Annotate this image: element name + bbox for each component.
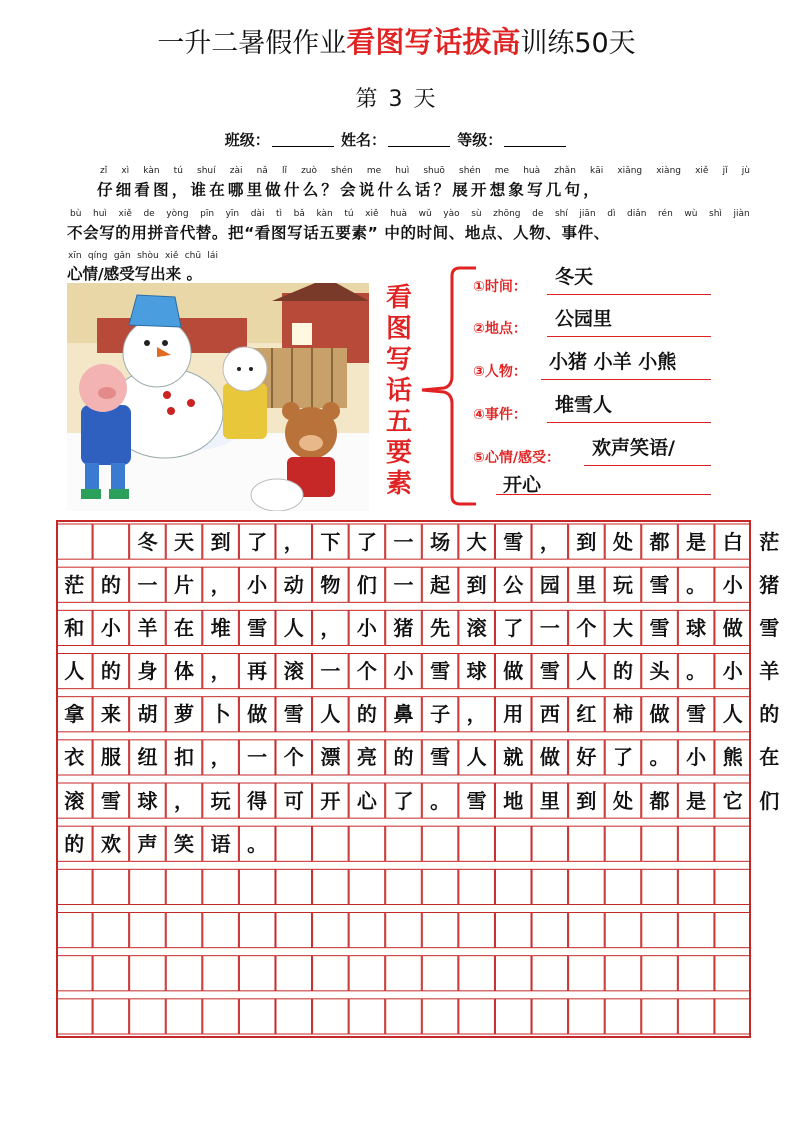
grid-character: 的 <box>100 659 121 684</box>
element-underline <box>541 379 711 380</box>
name-label: 姓名： <box>340 131 386 149</box>
grid-character: 大 <box>612 615 633 640</box>
grid-character: 到 <box>210 529 231 554</box>
grid-character: 体 <box>174 659 195 684</box>
element-label: ②地点： <box>473 321 527 337</box>
grid-character: 雪 <box>539 659 560 684</box>
element-label: ①时间： <box>473 279 527 295</box>
grid-character: 的 <box>100 572 121 597</box>
bracket-icon <box>414 264 494 514</box>
grid-character: 头 <box>649 659 670 684</box>
five-elements-title-char: 要 <box>385 438 412 468</box>
grid-character: 语 <box>210 831 231 856</box>
grid-character: 茫 <box>64 572 85 597</box>
grade-label: 等级： <box>457 131 503 149</box>
element-value-continuation[interactable]: 开心 <box>503 474 542 496</box>
pinyin-syllable: sù <box>471 209 482 219</box>
pinyin-syllable: zài <box>229 166 243 176</box>
grid-character: 。 <box>686 572 707 597</box>
grid-character: 人 <box>576 659 597 684</box>
grid-character: 是 <box>686 529 707 554</box>
pinyin-syllable: huì <box>395 166 410 176</box>
grid-character: 做 <box>722 615 743 640</box>
writing-grid-text <box>56 520 780 1038</box>
pinyin-syllable: xīn <box>68 251 82 261</box>
grid-character: 它 <box>722 788 743 813</box>
grid-character: 开 <box>320 788 341 813</box>
grid-character: 的 <box>393 745 414 770</box>
snowman-scene-icon <box>67 283 369 511</box>
grid-character: 欢 <box>100 831 121 856</box>
grid-character: 雪 <box>100 788 121 813</box>
pinyin-syllable: zuò <box>301 166 317 176</box>
pinyin-syllable: tú <box>173 166 183 176</box>
grid-character: 处 <box>612 788 633 813</box>
instruction-line-2: 不会写的用拼音代替。把“看图写话五要素” 中的时间、地点、人物、事件、 <box>67 224 610 242</box>
grid-character: 人 <box>320 702 341 727</box>
grid-character: 声 <box>137 831 158 856</box>
pinyin-syllable: xiě <box>118 209 132 219</box>
grid-character: 冬 <box>137 529 158 554</box>
pinyin-syllable: nǎ <box>256 166 268 176</box>
student-info-row <box>0 129 793 150</box>
pinyin-syllable: qíng <box>87 251 108 261</box>
class-label: 班级： <box>224 131 270 149</box>
grid-character: 个 <box>576 615 597 640</box>
pinyin-syllable: huì <box>93 209 107 219</box>
five-elements-title-char: 素 <box>385 469 412 499</box>
grid-character: 漂 <box>320 745 341 770</box>
grid-character: 到 <box>576 788 597 813</box>
pinyin-syllable: shén <box>459 166 481 176</box>
grid-character: 的 <box>759 702 780 727</box>
grid-character: 一 <box>137 572 158 597</box>
grid-character: 了 <box>356 529 377 554</box>
grid-character: 雪 <box>649 572 670 597</box>
grid-character: 是 <box>686 788 707 813</box>
grid-character: 了 <box>612 745 633 770</box>
grid-character: 的 <box>356 702 377 727</box>
pinyin-syllable: dì <box>607 209 616 219</box>
grid-character: 雪 <box>430 659 451 684</box>
grid-character: 。 <box>430 788 451 813</box>
grid-character: 人 <box>722 702 743 727</box>
grid-character: ， <box>466 702 487 727</box>
pinyin-syllable: shuí <box>197 166 216 176</box>
element-label: ③人物： <box>473 364 527 380</box>
grid-character: ， <box>539 529 560 554</box>
pinyin-syllable: zǐ <box>100 166 108 176</box>
grid-character: 。 <box>686 659 707 684</box>
pinyin-syllable: huà <box>390 209 408 219</box>
grid-character: 羊 <box>759 659 780 684</box>
grid-character: 做 <box>649 702 670 727</box>
grid-character: 物 <box>320 572 341 597</box>
grid-character: 小 <box>722 659 743 684</box>
five-elements-title-char: 看 <box>385 283 412 313</box>
pinyin-syllable: jù <box>741 166 750 176</box>
grid-character: 们 <box>759 788 780 813</box>
element-label: ⑤心情/感受： <box>473 450 560 466</box>
name-blank[interactable] <box>388 132 450 147</box>
grid-character: 玩 <box>210 788 231 813</box>
element-label: ④事件： <box>473 407 527 423</box>
grid-character: 熊 <box>722 745 743 770</box>
grid-character: 玩 <box>612 572 633 597</box>
pinyin-syllable: rén <box>658 209 673 219</box>
pinyin-syllable: shuō <box>423 166 445 176</box>
grid-character: 处 <box>612 529 633 554</box>
instruction-pinyin-line-1 <box>100 166 750 176</box>
grid-character: 们 <box>356 572 377 597</box>
grid-character: 球 <box>137 788 158 813</box>
grid-character: 到 <box>466 572 487 597</box>
instruction-pinyin-line-2 <box>70 209 750 219</box>
instruction-line-3: 心情/感受写出来 。 <box>67 265 203 283</box>
pinyin-syllable: me <box>494 166 510 176</box>
grid-character: ， <box>283 529 304 554</box>
grid-character: 鼻 <box>393 702 414 727</box>
grid-character: 了 <box>393 788 414 813</box>
title-part-3: 训练50天 <box>520 28 636 59</box>
class-blank[interactable] <box>272 132 334 147</box>
pinyin-syllable: me <box>366 166 382 176</box>
pinyin-syllable: pīn <box>200 209 215 219</box>
grid-character: 地 <box>503 788 524 813</box>
grid-character: 个 <box>283 745 304 770</box>
grid-character: 雪 <box>466 788 487 813</box>
pinyin-syllable: yào <box>443 209 460 219</box>
grid-character: 子 <box>430 702 451 727</box>
grid-character: 都 <box>649 529 670 554</box>
grid-character: 萝 <box>174 702 195 727</box>
grid-character: 茫 <box>759 529 780 554</box>
pinyin-syllable: xiě <box>365 209 379 219</box>
grid-character: 大 <box>466 529 487 554</box>
grid-character: 雪 <box>649 615 670 640</box>
pinyin-syllable: zhǎn <box>554 166 576 176</box>
grid-character: ， <box>174 788 195 813</box>
pinyin-syllable: de <box>143 209 155 219</box>
grid-character: 亮 <box>356 745 377 770</box>
grade-blank[interactable] <box>504 132 566 147</box>
grid-character: 好 <box>576 745 597 770</box>
grid-character: 先 <box>430 615 451 640</box>
grid-character: 下 <box>320 529 341 554</box>
instruction-line-1: 仔细看图，谁在哪里做什么？会说什么话？展开想象写几句， <box>97 181 602 199</box>
grid-character: 心 <box>356 788 377 813</box>
grid-character: 衣 <box>64 745 85 770</box>
pinyin-syllable: xì <box>121 166 130 176</box>
pinyin-syllable: jiàn <box>733 209 750 219</box>
pinyin-syllable: yòng <box>166 209 189 219</box>
element-value[interactable]: 冬天 <box>555 266 594 288</box>
grid-character: 羊 <box>137 615 158 640</box>
grid-character: 雪 <box>686 702 707 727</box>
grid-character: 猪 <box>759 572 780 597</box>
grid-character: 球 <box>686 615 707 640</box>
grid-character: 用 <box>503 702 524 727</box>
pinyin-syllable: chū <box>184 251 202 261</box>
grid-character: 球 <box>466 659 487 684</box>
pinyin-syllable: shén <box>331 166 353 176</box>
grid-character: 滚 <box>466 615 487 640</box>
grid-character: ， <box>210 572 231 597</box>
pinyin-syllable: yīn <box>225 209 240 219</box>
grid-character: 扣 <box>174 745 195 770</box>
grid-character: 纽 <box>137 745 158 770</box>
grid-character: 在 <box>759 745 780 770</box>
pinyin-syllable: shòu <box>137 251 159 261</box>
pinyin-syllable: bǎ <box>293 209 305 219</box>
pinyin-syllable: huà <box>523 166 541 176</box>
pinyin-syllable: tì <box>276 209 283 219</box>
grid-character: 里 <box>576 572 597 597</box>
element-underline <box>547 294 711 295</box>
grid-character: 白 <box>722 529 743 554</box>
grid-character: 在 <box>174 615 195 640</box>
grid-character: 柿 <box>612 702 633 727</box>
pinyin-syllable: xiě <box>165 251 179 261</box>
element-value[interactable]: 欢声笑语/ <box>592 437 675 459</box>
grid-character: ， <box>320 615 341 640</box>
grid-character: 都 <box>649 788 670 813</box>
title-part-2: 看图写话拔高 <box>346 25 521 59</box>
grid-character: 了 <box>247 529 268 554</box>
pinyin-syllable: xiǎng <box>617 166 643 176</box>
grid-character: 。 <box>247 831 268 856</box>
grid-character: 里 <box>539 788 560 813</box>
pinyin-syllable: shì <box>709 209 722 219</box>
grid-character: 一 <box>320 659 341 684</box>
title-part-1: 一升二暑假作业 <box>157 28 347 59</box>
grid-character: 胡 <box>137 702 158 727</box>
element-value[interactable]: 小猪 小羊 小熊 <box>549 351 677 373</box>
grid-character: 的 <box>612 659 633 684</box>
pinyin-syllable: tú <box>344 209 354 219</box>
pinyin-syllable: dài <box>250 209 265 219</box>
element-underline <box>496 494 711 495</box>
grid-character: 。 <box>649 745 670 770</box>
pinyin-syllable: kàn <box>316 209 333 219</box>
five-elements-title-char: 话 <box>385 376 412 406</box>
pinyin-syllable: wù <box>684 209 698 219</box>
grid-character: 红 <box>576 702 597 727</box>
pinyin-syllable: xiàng <box>656 166 681 176</box>
grid-character: 雪 <box>503 529 524 554</box>
grid-character: 可 <box>283 788 304 813</box>
grid-character: 天 <box>174 529 195 554</box>
grid-character: 人 <box>466 745 487 770</box>
pinyin-syllable: kàn <box>143 166 160 176</box>
grid-character: 小 <box>100 615 121 640</box>
grid-character: 滚 <box>283 659 304 684</box>
pinyin-syllable: de <box>532 209 544 219</box>
grid-character: 雪 <box>283 702 304 727</box>
grid-character: 就 <box>503 745 524 770</box>
grid-character: 起 <box>430 572 451 597</box>
day-label: 第 3 天 <box>355 87 438 112</box>
pinyin-syllable: lǐ <box>281 166 287 176</box>
pinyin-syllable: jiān <box>579 209 596 219</box>
grid-character: 做 <box>503 659 524 684</box>
grid-character: ， <box>210 745 231 770</box>
pinyin-syllable: kāi <box>590 166 604 176</box>
grid-character: 再 <box>247 659 268 684</box>
grid-character: 做 <box>247 702 268 727</box>
grid-character: 一 <box>393 572 414 597</box>
grid-character: 雪 <box>759 615 780 640</box>
pinyin-syllable: shí <box>554 209 568 219</box>
grid-character: ， <box>210 659 231 684</box>
five-elements-title-char: 图 <box>385 314 412 344</box>
instruction-pinyin-line-3 <box>68 251 218 261</box>
grid-character: 身 <box>137 659 158 684</box>
grid-character: 人 <box>283 615 304 640</box>
pinyin-syllable: gǎn <box>113 251 131 261</box>
grid-character: 来 <box>100 702 121 727</box>
five-elements-title <box>381 283 417 500</box>
grid-character: 场 <box>430 529 451 554</box>
grid-character: 公 <box>503 572 524 597</box>
grid-character: 小 <box>393 659 414 684</box>
grid-character: 片 <box>174 572 195 597</box>
pinyin-syllable: zhōng <box>493 209 521 219</box>
grid-character: 西 <box>539 702 560 727</box>
grid-character: 堆 <box>210 615 231 640</box>
pinyin-syllable: wǔ <box>418 209 432 219</box>
grid-character: 和 <box>64 615 85 640</box>
grid-character: 个 <box>356 659 377 684</box>
pinyin-syllable: diǎn <box>627 209 647 219</box>
five-elements-title-char: 五 <box>385 407 412 437</box>
grid-character: 一 <box>539 615 560 640</box>
grid-character: 一 <box>393 529 414 554</box>
grid-character: 人 <box>64 659 85 684</box>
grid-character: 小 <box>722 572 743 597</box>
grid-character: 园 <box>539 572 560 597</box>
pinyin-syllable: bù <box>70 209 82 219</box>
grid-character: 卜 <box>210 702 231 727</box>
pinyin-syllable: jǐ <box>722 166 728 176</box>
element-underline <box>547 336 711 337</box>
grid-character: 的 <box>64 831 85 856</box>
grid-character: 小 <box>356 615 377 640</box>
five-elements-title-char: 写 <box>385 345 412 375</box>
grid-character: 服 <box>100 745 121 770</box>
grid-character: 小 <box>247 572 268 597</box>
pinyin-syllable: xiě <box>695 166 709 176</box>
grid-character: 动 <box>283 572 304 597</box>
grid-character: 得 <box>247 788 268 813</box>
element-value[interactable]: 堆雪人 <box>555 394 613 416</box>
element-value[interactable]: 公园里 <box>555 308 613 330</box>
grid-character: 猪 <box>393 615 414 640</box>
grid-character: 滚 <box>64 788 85 813</box>
element-underline <box>584 465 711 466</box>
grid-character: 雪 <box>247 615 268 640</box>
page-title <box>0 20 793 61</box>
element-underline <box>547 422 711 423</box>
grid-character: 拿 <box>64 702 85 727</box>
grid-character: 了 <box>503 615 524 640</box>
pinyin-syllable: lái <box>207 251 218 261</box>
grid-character: 小 <box>686 745 707 770</box>
grid-character: 雪 <box>430 745 451 770</box>
grid-character: 做 <box>539 745 560 770</box>
grid-character: 笑 <box>174 831 195 856</box>
grid-character: 一 <box>247 745 268 770</box>
grid-character: 到 <box>576 529 597 554</box>
